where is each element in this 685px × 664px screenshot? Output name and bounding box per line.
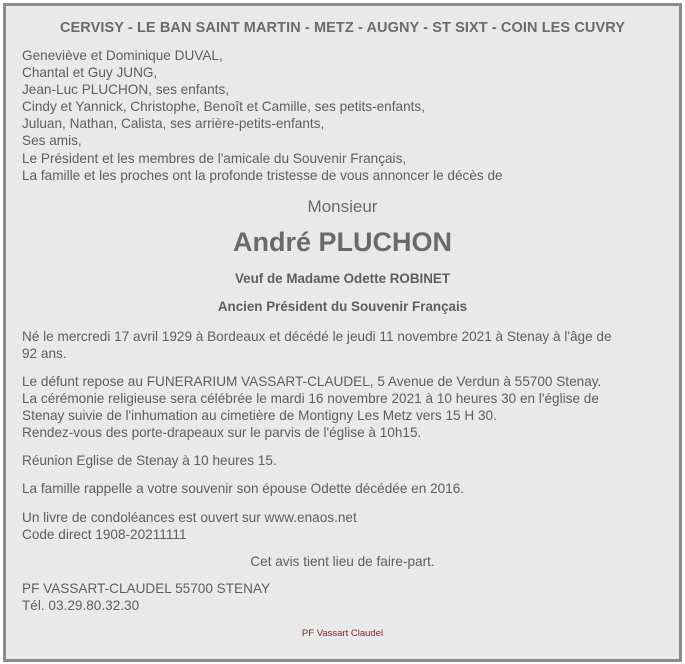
paragraph-line: Code direct 1908-20211111 bbox=[22, 526, 187, 542]
intro-line: Jean-Luc PLUCHON, ses enfants, bbox=[22, 82, 230, 98]
faire-part-note: Cet avis tient lieu de faire-part. bbox=[250, 553, 435, 569]
widower-of: Veuf de Madame Odette ROBINET bbox=[234, 270, 451, 286]
reunion-paragraph bbox=[22, 452, 663, 469]
obituary-notice bbox=[3, 3, 682, 662]
funeral-home-contact bbox=[22, 580, 663, 614]
intro-line: Juluan, Nathan, Calista, ses arrière-petits-enfants, bbox=[22, 116, 325, 132]
notice-header: CERVISY - LE BAN SAINT MARTIN - METZ - AUGNY - ST SIXT - COIN LES CUVRY bbox=[59, 20, 626, 36]
paragraph-line: Réunion Eglise de Stenay à 10 heures 15. bbox=[22, 453, 277, 469]
ceremony-paragraph bbox=[22, 373, 663, 441]
intro-line: Le Président et les membres de l'amicale du Souvenir Français, bbox=[22, 150, 407, 166]
paragraph-line: La cérémonie religieuse sera célébrée le mardi 16 novembre 2021 à 10 heures 30 en l'église de bbox=[22, 391, 599, 407]
deceased-name: André PLUCHON bbox=[232, 226, 452, 257]
family-announcement bbox=[22, 47, 679, 184]
spouse-paragraph bbox=[22, 480, 663, 497]
intro-line: Geneviève et Dominique DUVAL, bbox=[22, 48, 223, 63]
intro-line: Chantal et Guy JUNG, bbox=[22, 65, 158, 81]
intro-line: Ses amis, bbox=[22, 133, 82, 149]
intro-line: La famille et les proches ont la profonde tristesse de vous annoncer le décès de bbox=[22, 167, 503, 183]
paragraph-line: La famille rappelle a votre souvenir son épouse Odette décédée en 2016. bbox=[22, 481, 465, 497]
publisher-credit: PF Vassart Claudel bbox=[301, 627, 384, 639]
paragraph-line: Un livre de condoléances est ouvert sur www.enaos.net bbox=[22, 509, 357, 525]
paragraph-line: Stenay suivie de l'inhumation au cimetière de Montigny Les Metz vers 15 H 30. bbox=[22, 408, 497, 424]
paragraph-line: Rendez-vous des porte-drapeaux sur le parvis de l'église à 10h15. bbox=[22, 425, 422, 441]
paragraph-line: PF VASSART-CLAUDEL 55700 STENAY bbox=[22, 580, 271, 596]
birth-death-paragraph bbox=[22, 328, 663, 362]
former-title: Ancien Président du Souvenir Français bbox=[217, 298, 468, 314]
paragraph-line: Né le mercredi 17 avril 1929 à Bordeaux et décédé le jeudi 11 novembre 2021 à Stenay à l'âge de bbox=[22, 328, 612, 344]
paragraph-line: 92 ans. bbox=[22, 345, 67, 361]
intro-line: Cindy et Yannick, Christophe, Benoît et Camille, ses petits-enfants, bbox=[22, 99, 425, 115]
condolences-paragraph bbox=[22, 509, 663, 543]
paragraph-line: Le défunt repose au FUNERARIUM VASSART-CLAUDEL, 5 Avenue de Verdun à 55700 Stenay. bbox=[22, 373, 602, 389]
civility: Monsieur bbox=[307, 196, 378, 216]
paragraph-line: Tél. 03.29.80.32.30 bbox=[22, 597, 140, 613]
